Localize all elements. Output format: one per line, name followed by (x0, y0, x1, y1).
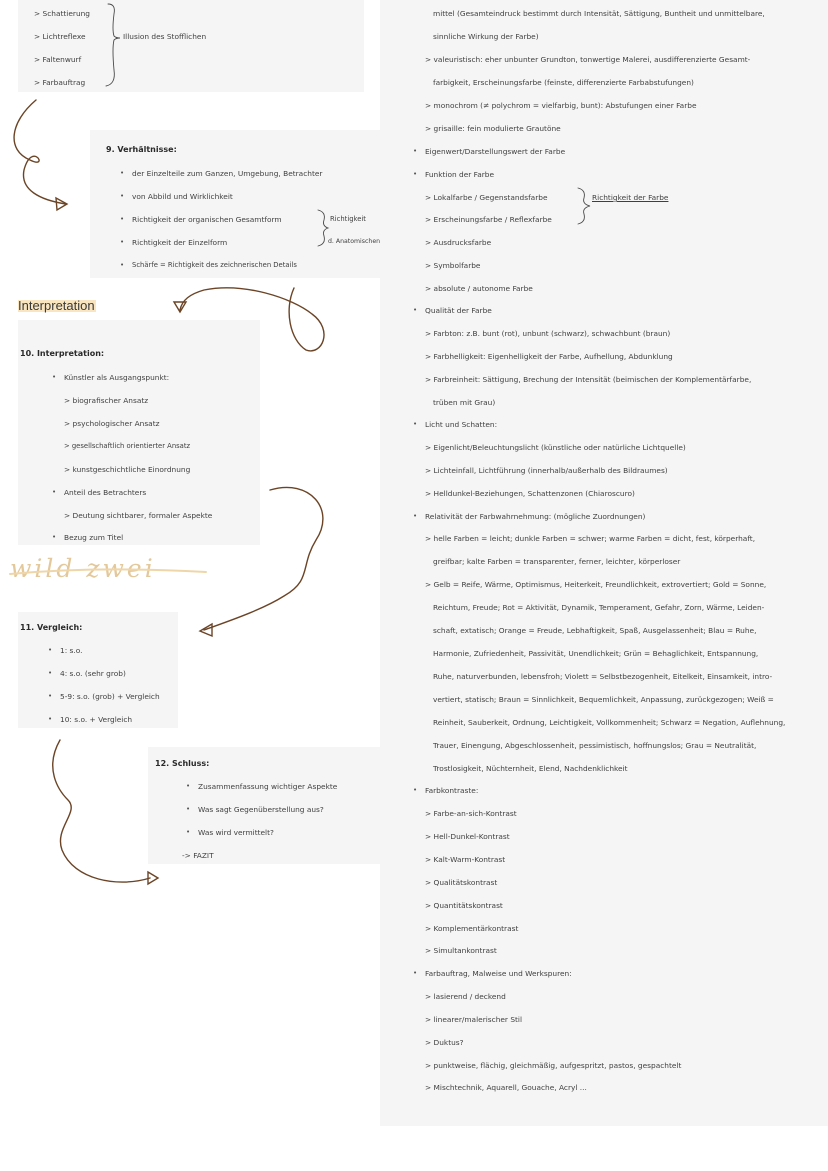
curved-arrow-icon (204, 487, 323, 630)
right-line: > helle Farben = leicht; dunkle Farben = schwer; warme Farben = dicht, fest, körperhaft, (425, 534, 756, 543)
section10-sub: > psychologischer Ansatz (64, 419, 160, 428)
brace-icon (106, 4, 120, 86)
right-line: Reinheit, Sauberkeit, Ordnung, Leichtigkeit, Vollkommenheit; Schwarz = Negation, Auflehnung, (433, 718, 786, 727)
section11-item: • 10: s.o. + Vergleich (60, 716, 132, 723)
right-line: > linearer/malerischer Stil (425, 1015, 523, 1024)
right-line: > Erscheinungsfarbe / Reflexfarbe (425, 215, 552, 224)
section9-brace-top: Richtigkeit (330, 215, 366, 223)
right-line: > Lichteinfall, Lichtführung (innerhalb/außerhalb des Bildraumes) (425, 466, 668, 475)
right-line: Ruhe, naturverbunden, lebensfroh; Violett = Selbstbezogenheit, Eitelkeit, Einsamkeit, intro- (433, 672, 773, 681)
right-line: vertiert, statisch; Braun = Sinnlichkeit, Bequemlichkeit, Anpassung, zurückgezogen; Weiß = (433, 695, 774, 704)
section12-fazit: -> FAZIT (182, 851, 214, 860)
section9-item: • Richtigkeit der Einzelform (132, 239, 227, 246)
right-line: greifbar; kalte Farben = transparenter, ferner, leichter, körperloser (433, 557, 681, 566)
section10-sub: > gesellschaftlich orientierter Ansatz (64, 442, 191, 450)
brace-icon (578, 188, 590, 224)
right-line: • Eigenwert/Darstellungswert der Farbe (425, 148, 565, 155)
section10-heading: 10. Interpretation: (20, 349, 105, 358)
right-brace-note: Richtigkeit der Farbe (592, 193, 669, 202)
top-list-item: > Lichtreflexe (34, 32, 86, 41)
right-line: mittel (Gesamteindruck bestimmt durch Intensität, Sättigung, Buntheit und unmittelbare, (433, 9, 765, 18)
right-line: > monochrom (≠ polychrom = vielfarbig, bunt): Abstufungen einer Farbe (425, 101, 697, 110)
top-list-brace-note: Illusion des Stofflichen (123, 32, 207, 41)
right-line: • Relativität der Farbwahrnehmung: (mögliche Zuordnungen) (425, 513, 645, 520)
right-line: > Symbolfarbe (425, 261, 481, 270)
right-line: trüben mit Grau) (433, 398, 496, 407)
section9-item: • von Abbild und Wirklichkeit (132, 193, 233, 200)
right-line: • Qualität der Farbe (425, 307, 492, 314)
right-line: > Mischtechnik, Aquarell, Gouache, Acryl ... (425, 1083, 587, 1092)
section9-item: • Richtigkeit der organischen Gesamtform (132, 216, 282, 223)
right-line: > Komplementärkontrast (425, 924, 519, 933)
right-line: > absolute / autonome Farbe (425, 284, 533, 293)
right-line: > Hell-Dunkel-Kontrast (425, 832, 510, 841)
right-line: > Helldunkel-Beziehungen, Schattenzonen (Chiaroscuro) (425, 489, 635, 498)
section10-sub: > kunstgeschichtliche Einordnung (64, 465, 191, 474)
right-line: > Simultankontrast (425, 946, 497, 955)
interpretation-title: Interpretation (18, 298, 95, 313)
right-line: > Farbhelligkeit: Eigenhelligkeit der Farbe, Aufhellung, Abdunklung (425, 352, 673, 361)
right-line: • Farbkontraste: (425, 787, 478, 794)
section9-brace-bottom: d. Anatomischen (328, 238, 381, 245)
right-line: Trauer, Einengung, Abgeschlossenheit, pessimistisch, hoffnungslos; Grau = Neutralität, (433, 741, 757, 750)
top-list-item: > Farbauftrag (34, 78, 86, 87)
section12-item: • Zusammenfassung wichtiger Aspekte (198, 783, 337, 790)
right-line: > Farbe-an-sich-Kontrast (425, 809, 517, 818)
section11-item: • 1: s.o. (60, 647, 82, 654)
right-line: > grisaille: fein modulierte Grautöne (425, 124, 561, 133)
right-line: > Ausdrucksfarbe (425, 238, 492, 247)
right-line: > Quantitätskontrast (425, 901, 503, 910)
right-line: > Gelb = Reife, Wärme, Optimismus, Heiterkeit, Freundlichkeit, extrovertiert; Gold = Sonne, (425, 580, 767, 589)
curved-arrow-icon (180, 288, 324, 351)
section9-item: • Schärfe = Richtigkeit des zeichnerischen Details (132, 262, 297, 269)
right-line: > Duktus? (425, 1038, 464, 1047)
right-line: > Eigenlicht/Beleuchtungslicht (künstliche oder natürliche Lichtquelle) (425, 443, 686, 452)
section10-sub: > Deutung sichtbarer, formaler Aspekte (64, 511, 213, 520)
right-line: farbigkeit, Erscheinungsfarbe (feinste, differenzierte Farbabstufungen) (433, 78, 694, 87)
section10-bullet: • Bezug zum Titel (64, 534, 123, 541)
right-line: > lasierend / deckend (425, 992, 506, 1001)
section11-heading: 11. Vergleich: (20, 623, 83, 632)
right-line: > valeuristisch: eher unbunter Grundton, tonwertige Malerei, ausdifferenzierte Gesamt- (425, 55, 751, 64)
right-line: sinnliche Wirkung der Farbe) (433, 32, 539, 41)
right-line: • Farbauftrag, Malweise und Werkspuren: (425, 970, 572, 977)
right-line: Harmonie, Zufriedenheit, Passivität, Unendlichkeit; Grün = Behaglichkeit, Entspannung, (433, 649, 759, 658)
section9-heading: 9. Verhältnisse: (106, 145, 177, 154)
curved-arrow-icon (53, 740, 150, 882)
section11-item: • 4: s.o. (sehr grob) (60, 670, 126, 677)
curved-arrow-icon (14, 100, 66, 204)
top-list-item: > Schattierung (34, 9, 91, 18)
right-line: > Kalt-Warm-Kontrast (425, 855, 506, 864)
section12-heading: 12. Schluss: (155, 759, 210, 768)
right-line: Reichtum, Freude; Rot = Aktivität, Dynamik, Temperament, Gefahr, Zorn, Wärme, Leiden- (433, 603, 765, 612)
right-line: > Farbton: z.B. bunt (rot), unbunt (schwarz), schwachbunt (braun) (425, 329, 671, 338)
brace-icon (318, 210, 328, 246)
section12-item: • Was sagt Gegenüberstellung aus? (198, 806, 324, 813)
section10-bullet: • Anteil des Betrachters (64, 489, 146, 496)
right-line: schaft, extatisch; Orange = Freude, Lebhaftigkeit, Spaß, Ausgelassenheit; Blau = Ruhe, (433, 626, 757, 635)
section10-bullet: • Künstler als Ausgangspunkt: (64, 374, 169, 381)
right-line: > Farbreinheit: Sättigung, Brechung der Intensität (beimischen der Komplementärfarbe, (425, 375, 752, 384)
section11-item: • 5-9: s.o. (grob) + Vergleich (60, 693, 160, 700)
right-line: > punktweise, flächig, gleichmäßig, aufgespritzt, pastos, gespachtelt (425, 1061, 682, 1070)
right-line: • Licht und Schatten: (425, 421, 497, 428)
right-line: • Funktion der Farbe (425, 171, 494, 178)
right-line: Trostlosigkeit, Nüchternheit, Elend, Nachdenklichkeit (433, 764, 628, 773)
section12-item: • Was wird vermittelt? (198, 829, 274, 836)
right-line: > Qualitätskontrast (425, 878, 498, 887)
section9-item: • der Einzelteile zum Ganzen, Umgebung, Betrachter (132, 170, 322, 177)
wild-zwei-watermark: wild zwei (10, 554, 156, 583)
section10-sub: > biografischer Ansatz (64, 396, 149, 405)
top-list-item: > Faltenwurf (34, 55, 82, 64)
right-line: > Lokalfarbe / Gegenstandsfarbe (425, 193, 548, 202)
